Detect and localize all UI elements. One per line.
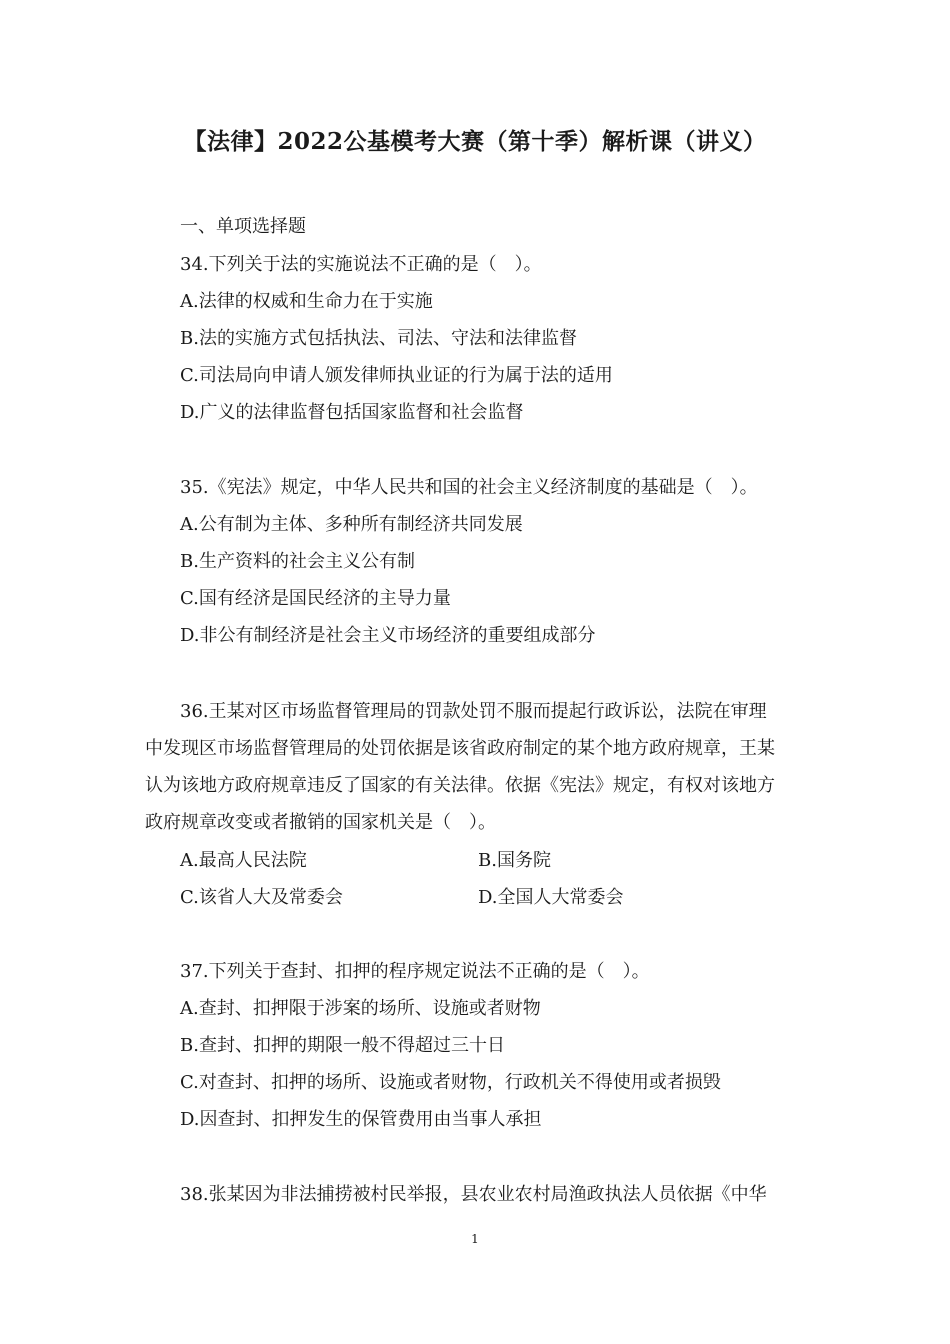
question-34-option-b: B.法的实施方式包括执法、司法、守法和法律监督 bbox=[180, 328, 577, 349]
question-34-option-d: D.广义的法律监督包括国家监督和社会监督 bbox=[180, 402, 524, 423]
question-37-option-d: D.因查封、扣押发生的保管费用由当事人承担 bbox=[180, 1109, 542, 1130]
question-36-stem-line: 政府规章改变或者撤销的国家机关是（ ）。 bbox=[145, 812, 496, 833]
question-36-stem-line: 认为该地方政府规章违反了国家的有关法律。依据《宪法》规定，有权对该地方 bbox=[145, 775, 775, 796]
question-35-option-c: C.国有经济是国民经济的主导力量 bbox=[180, 588, 451, 609]
question-35-option-b: B.生产资料的社会主义公有制 bbox=[180, 551, 415, 572]
question-34-stem: 34.下列关于法的实施说法不正确的是（ ）。 bbox=[180, 254, 542, 275]
question-37-stem: 37.下列关于查封、扣押的程序规定说法不正确的是（ ）。 bbox=[180, 961, 650, 982]
question-36-option-d: D.全国人大常委会 bbox=[478, 887, 624, 908]
question-36-option-b: B.国务院 bbox=[478, 850, 551, 871]
question-34-option-c: C.司法局向申请人颁发律师执业证的行为属于法的适用 bbox=[180, 365, 613, 386]
section-heading: 一、单项选择题 bbox=[180, 216, 306, 237]
question-36-option-c: C.该省人大及常委会 bbox=[180, 887, 343, 908]
question-35-option-a: A.公有制为主体、多种所有制经济共同发展 bbox=[180, 514, 523, 535]
question-37-option-c: C.对查封、扣押的场所、设施或者财物，行政机关不得使用或者损毁 bbox=[180, 1072, 721, 1093]
question-35-stem: 35.《宪法》规定，中华人民共和国的社会主义经济制度的基础是（ ）。 bbox=[180, 477, 758, 498]
question-36-stem-line: 中发现区市场监督管理局的处罚依据是该省政府制定的某个地方政府规章，王某 bbox=[145, 738, 775, 759]
question-36-stem-line: 36.王某对区市场监督管理局的罚款处罚不服而提起行政诉讼，法院在审理 bbox=[180, 701, 767, 722]
question-37-option-a: A.查封、扣押限于涉案的场所、设施或者财物 bbox=[180, 998, 541, 1019]
document-title: 【法律】2022公基模考大赛（第十季）解析课（讲义） bbox=[183, 128, 767, 155]
question-36-option-a: A.最高人民法院 bbox=[180, 850, 307, 871]
page-number: 1 bbox=[471, 1232, 479, 1246]
question-38-stem: 38.张某因为非法捕捞被村民举报，县农业农村局渔政执法人员依据《中华 bbox=[180, 1184, 767, 1205]
question-35-option-d: D.非公有制经济是社会主义市场经济的重要组成部分 bbox=[180, 625, 596, 646]
question-37-option-b: B.查封、扣押的期限一般不得超过三十日 bbox=[180, 1035, 505, 1056]
question-34-option-a: A.法律的权威和生命力在于实施 bbox=[180, 291, 433, 312]
